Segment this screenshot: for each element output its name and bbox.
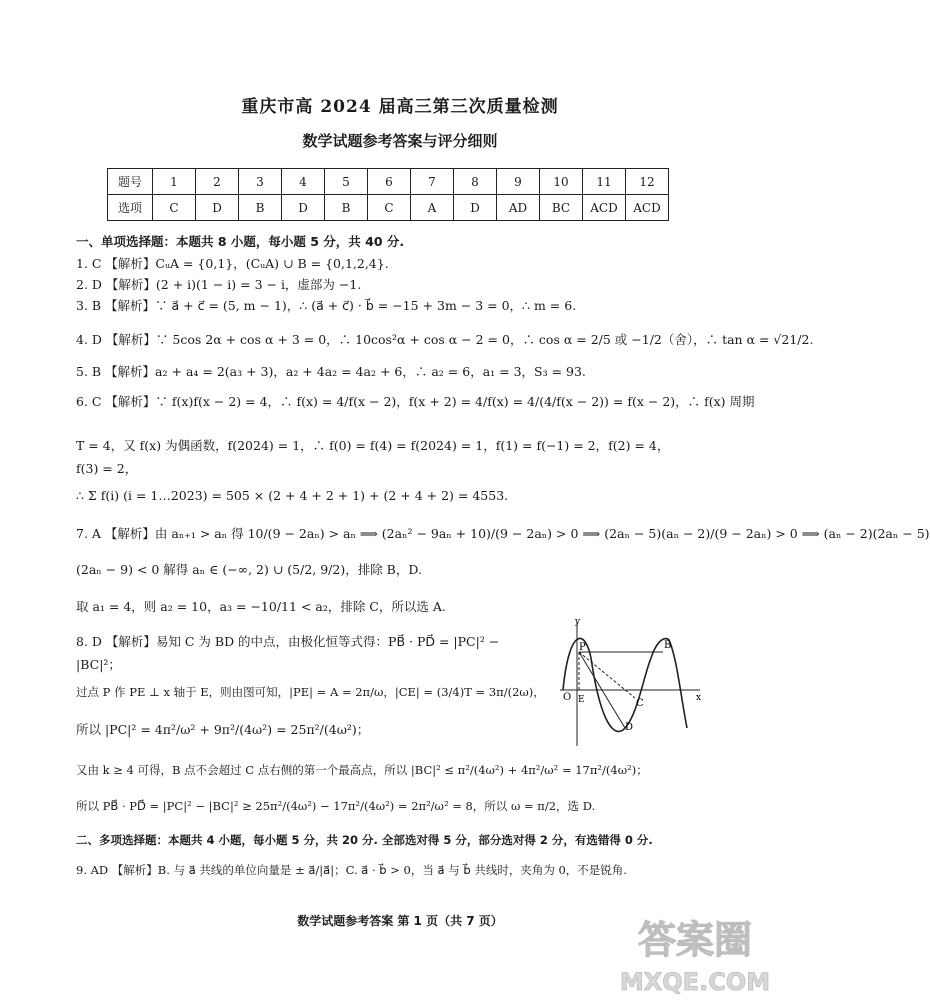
- table-cell: 6: [368, 169, 411, 195]
- label-c: C: [636, 698, 644, 709]
- solution-line: 又由 k ≥ 4 可得，B 点不会超过 C 点右侧的第一个最高点，所以 |BC|² ≤ π²/(4ω²) + 4π²/ω² = 17π²/(4ω²)；: [76, 763, 648, 777]
- label-d: D: [625, 722, 634, 733]
- solution-line: 5. B 【解析】a₂ + a₄ = 2(a₃ + 3)，a₂ + 4a₂ = 4a₂ + 6，∴ a₂ = 6，a₁ = 3，S₃ = 93.: [76, 364, 586, 379]
- table-row-label: 选项: [108, 195, 153, 221]
- label-e: E: [578, 695, 585, 705]
- document-subtitle: 数学试题参考答案与评分细则: [302, 132, 498, 150]
- table-cell: 9: [497, 169, 540, 195]
- answer-key-table: [107, 168, 669, 221]
- section-heading-multiple-choice: 二、多项选择题：本题共 4 小题，每小题 5 分，共 20 分. 全部选对得 5 分，部分选对得 2 分，有选错得 0 分.: [76, 833, 653, 847]
- table-cell: B: [325, 195, 368, 221]
- solution-line: 4. D 【解析】∵ 5cos 2α + cos α + 3 = 0，∴ 10cos²α + cos α − 2 = 0，∴ cos α = 2/5 或 −1/2（舍），∴ tan α = √21/2.: [76, 332, 814, 347]
- table-cell: D: [454, 195, 497, 221]
- section-heading-single-choice: 一、单项选择题：本题共 8 小题，每小题 5 分，共 40 分.: [76, 234, 405, 249]
- watermark-logo: [600, 908, 790, 998]
- table-row: [108, 195, 669, 221]
- table-cell: 3: [239, 169, 282, 195]
- table-cell: D: [282, 195, 325, 221]
- table-row: [108, 169, 669, 195]
- solution-line: 3. B 【解析】∵ a⃗ + c⃗ = (5, m − 1)，∴ (a⃗ + c⃗) · b⃗ = −15 + 3m − 3 = 0，∴ m = 6.: [76, 298, 577, 313]
- segment-pc: [579, 652, 635, 698]
- table-cell: D: [196, 195, 239, 221]
- solution-line: 2. D 【解析】(2 + i)(1 − i) = 3 − i，虚部为 −1.: [76, 277, 362, 292]
- watermark-url: MXQE.COM: [619, 968, 771, 996]
- table-cell: 5: [325, 169, 368, 195]
- table-cell: 8: [454, 169, 497, 195]
- table-cell: 4: [282, 169, 325, 195]
- solution-line: ∴ Σ f(i) (i = 1…2023) = 505 × (2 + 4 + 2 + 1) + (2 + 4 + 2) = 4553.: [76, 488, 509, 503]
- solution-line: 9. AD 【解析】B. 与 a⃗ 共线的单位向量是 ± a⃗/|a⃗|；C. a⃗ · b⃗ > 0，当 a⃗ 与 b⃗ 共线时，夹角为 0，不是锐角.: [76, 863, 627, 877]
- document-title: 重庆市高 2024 届高三第三次质量检测: [241, 97, 559, 117]
- table-row-label: 题号: [108, 169, 153, 195]
- solution-line: 所以 PB⃗ · PD⃗ = |PC|² − |BC|² ≥ 25π²/(4ω²) − 17π²/(4ω²) = 2π²/ω² = 8，所以 ω = π/2，选 D.: [76, 799, 596, 813]
- solution-line: 6. C 【解析】∵ f(x)f(x − 2) = 4，∴ f(x) = 4/f(x − 2)，f(x + 2) = 4/f(x) = 4/(4/f(x − 2)) = f(x − 2)，∴ f(x) 周期: [76, 394, 755, 409]
- solution-line: 8. D 【解析】易知 C 为 BD 的中点，由极化恒等式得：PB⃗ · PD⃗ = |PC|² −: [76, 634, 500, 649]
- solution-line: f(3) = 2，: [76, 461, 138, 476]
- solution-line: 1. C 【解析】CᵤA = {0,1}，(CᵤA) ∪ B = {0,1,2,4}.: [76, 256, 389, 271]
- table-cell: 2: [196, 169, 239, 195]
- table-cell: 11: [583, 169, 626, 195]
- table-cell: C: [153, 195, 196, 221]
- table-cell: 12: [626, 169, 669, 195]
- table-cell: B: [239, 195, 282, 221]
- table-cell: BC: [540, 195, 583, 221]
- solution-line: T = 4，又 f(x) 为偶函数，f(2024) = 1，∴ f(0) = f(4) = f(2024) = 1，f(1) = f(−1) = 2，f(2) = 4，: [76, 438, 670, 453]
- table-cell: 7: [411, 169, 454, 195]
- label-b: B: [664, 640, 672, 651]
- solution-line: 所以 |PC|² = 4π²/ω² + 9π²/(4ω²) = 25π²/(4ω²)；: [76, 722, 370, 737]
- table-cell: C: [368, 195, 411, 221]
- label-x: x: [696, 693, 702, 703]
- label-y: y: [575, 617, 581, 627]
- table-cell: A: [411, 195, 454, 221]
- solution-line: 过点 P 作 PE ⊥ x 轴于 E，则由图可知，|PE| = A = 2π/ω，|CE| = (3/4)T = 3π/(2ω)，: [76, 685, 545, 699]
- solution-line: 取 a₁ = 4，则 a₂ = 10，a₃ = −10/11 < a₂，排除 C，所以选 A.: [76, 599, 446, 614]
- solution-line: |BC|²；: [76, 657, 121, 672]
- label-p: P: [579, 642, 586, 653]
- table-cell: ACD: [583, 195, 626, 221]
- solution-line: 7. A 【解析】由 aₙ₊₁ > aₙ 得 10/(9 − 2aₙ) > aₙ ⟹ (2aₙ² − 9aₙ + 10)/(9 − 2aₙ) > 0 ⟹ (2aₙ − 5)(aₙ − 2)/(9 − 2aₙ) > 0 ⟹ (aₙ − 2)(2aₙ − 5): [76, 526, 930, 541]
- table-cell: 10: [540, 169, 583, 195]
- label-o: O: [563, 692, 572, 703]
- watermark-text: 答案圈: [637, 918, 753, 962]
- page-footer: 数学试题参考答案 第 1 页（共 7 页）: [297, 914, 503, 928]
- table-cell: AD: [497, 195, 540, 221]
- sine-graph-figure: [555, 618, 705, 748]
- solution-line: (2aₙ − 9) < 0 解得 aₙ ∈ (−∞, 2) ∪ (5/2, 9/2)，排除 B，D.: [76, 562, 422, 577]
- table-cell: ACD: [626, 195, 669, 221]
- table-cell: 1: [153, 169, 196, 195]
